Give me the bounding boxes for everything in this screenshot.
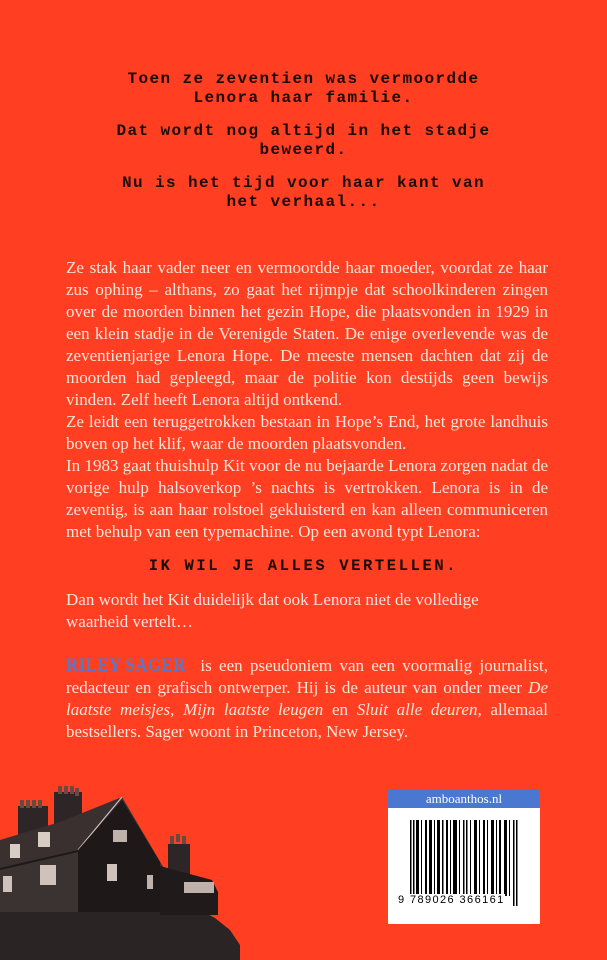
- synopsis-paragraph-2: Ze leidt een teruggetrokken bestaan in Hope’s End, het grote landhuis boven op het klif, waar de moorden plaatsvonden.: [66, 412, 548, 453]
- barcode-box: [388, 790, 540, 924]
- synopsis-paragraph-1: Ze stak haar vader neer en vermoordde haar moeder, voordat ze haar zus ophing – althans, zo gaat het rijmpje dat schoolkinderen zingen over de moorden binnen het gezin Hope, die plaatsvonden in 1929 in een klein stadje in de Verenigde Staten. De enige overlevende was de zeventienjarige Lenora Hope. De meeste mensen dachten dat zij de moorden had gepleegd, maar de politie kon destijds geen bewijs vinden. Zelf heeft Lenora altijd ontkend.: [66, 258, 548, 409]
- tagline-2: Dat wordt nog altijd in het stadje beweerd.: [116, 122, 491, 159]
- author-bio: [66, 655, 548, 743]
- typed-quote: IK WIL JE ALLES VERTELLEN.: [148, 557, 459, 575]
- book-title-2: Mijn laatste leugen: [183, 700, 324, 719]
- synopsis-paragraph-3: In 1983 gaat thuishulp Kit voor de nu bejaarde Lenora zorgen nadat de vorige hulp halsoverkop ’s nachts is vertrokken. Lenora is in de zeventig, is aan haar rolstoel gekluisterd en kan alleen communiceren met behulp van een typemachine. Op een avond typt Lenora:: [66, 456, 548, 541]
- author-name: RILEY SAGER: [66, 655, 186, 676]
- taglines: [0, 70, 607, 226]
- book-title-3: Sluit alle deuren: [356, 700, 478, 719]
- publisher-url: amboanthos.nl: [388, 790, 540, 808]
- isbn-number: [398, 894, 533, 906]
- book-title-1: De laatste meisjes: [66, 678, 548, 719]
- tagline-3: Nu is het tijd voor haar kant van het verhaal...: [121, 174, 486, 211]
- ending-text: Dan wordt het Kit duidelijk dat ook Lenora niet de volledige waarheid vertelt…: [66, 590, 479, 631]
- tagline-1: Toen ze zeventien was vermoordde Lenora haar familie.: [127, 70, 480, 107]
- synopsis: [66, 257, 548, 543]
- isbn-text: 9 789026 366161: [398, 894, 505, 906]
- book-title-separator-2: en: [323, 700, 357, 719]
- book-title-separator: ,: [170, 700, 184, 719]
- author-bio-text-2: , allemaal bestsellers. Sager woont in Princeton, New Jersey.: [66, 700, 548, 741]
- author-bio-text-1: is een pseudoniem van een voormalig journalist, redacteur en grafisch ontwerper. Hij is de auteur van onder meer: [66, 656, 548, 697]
- house-on-cliff-illustration: [0, 770, 240, 960]
